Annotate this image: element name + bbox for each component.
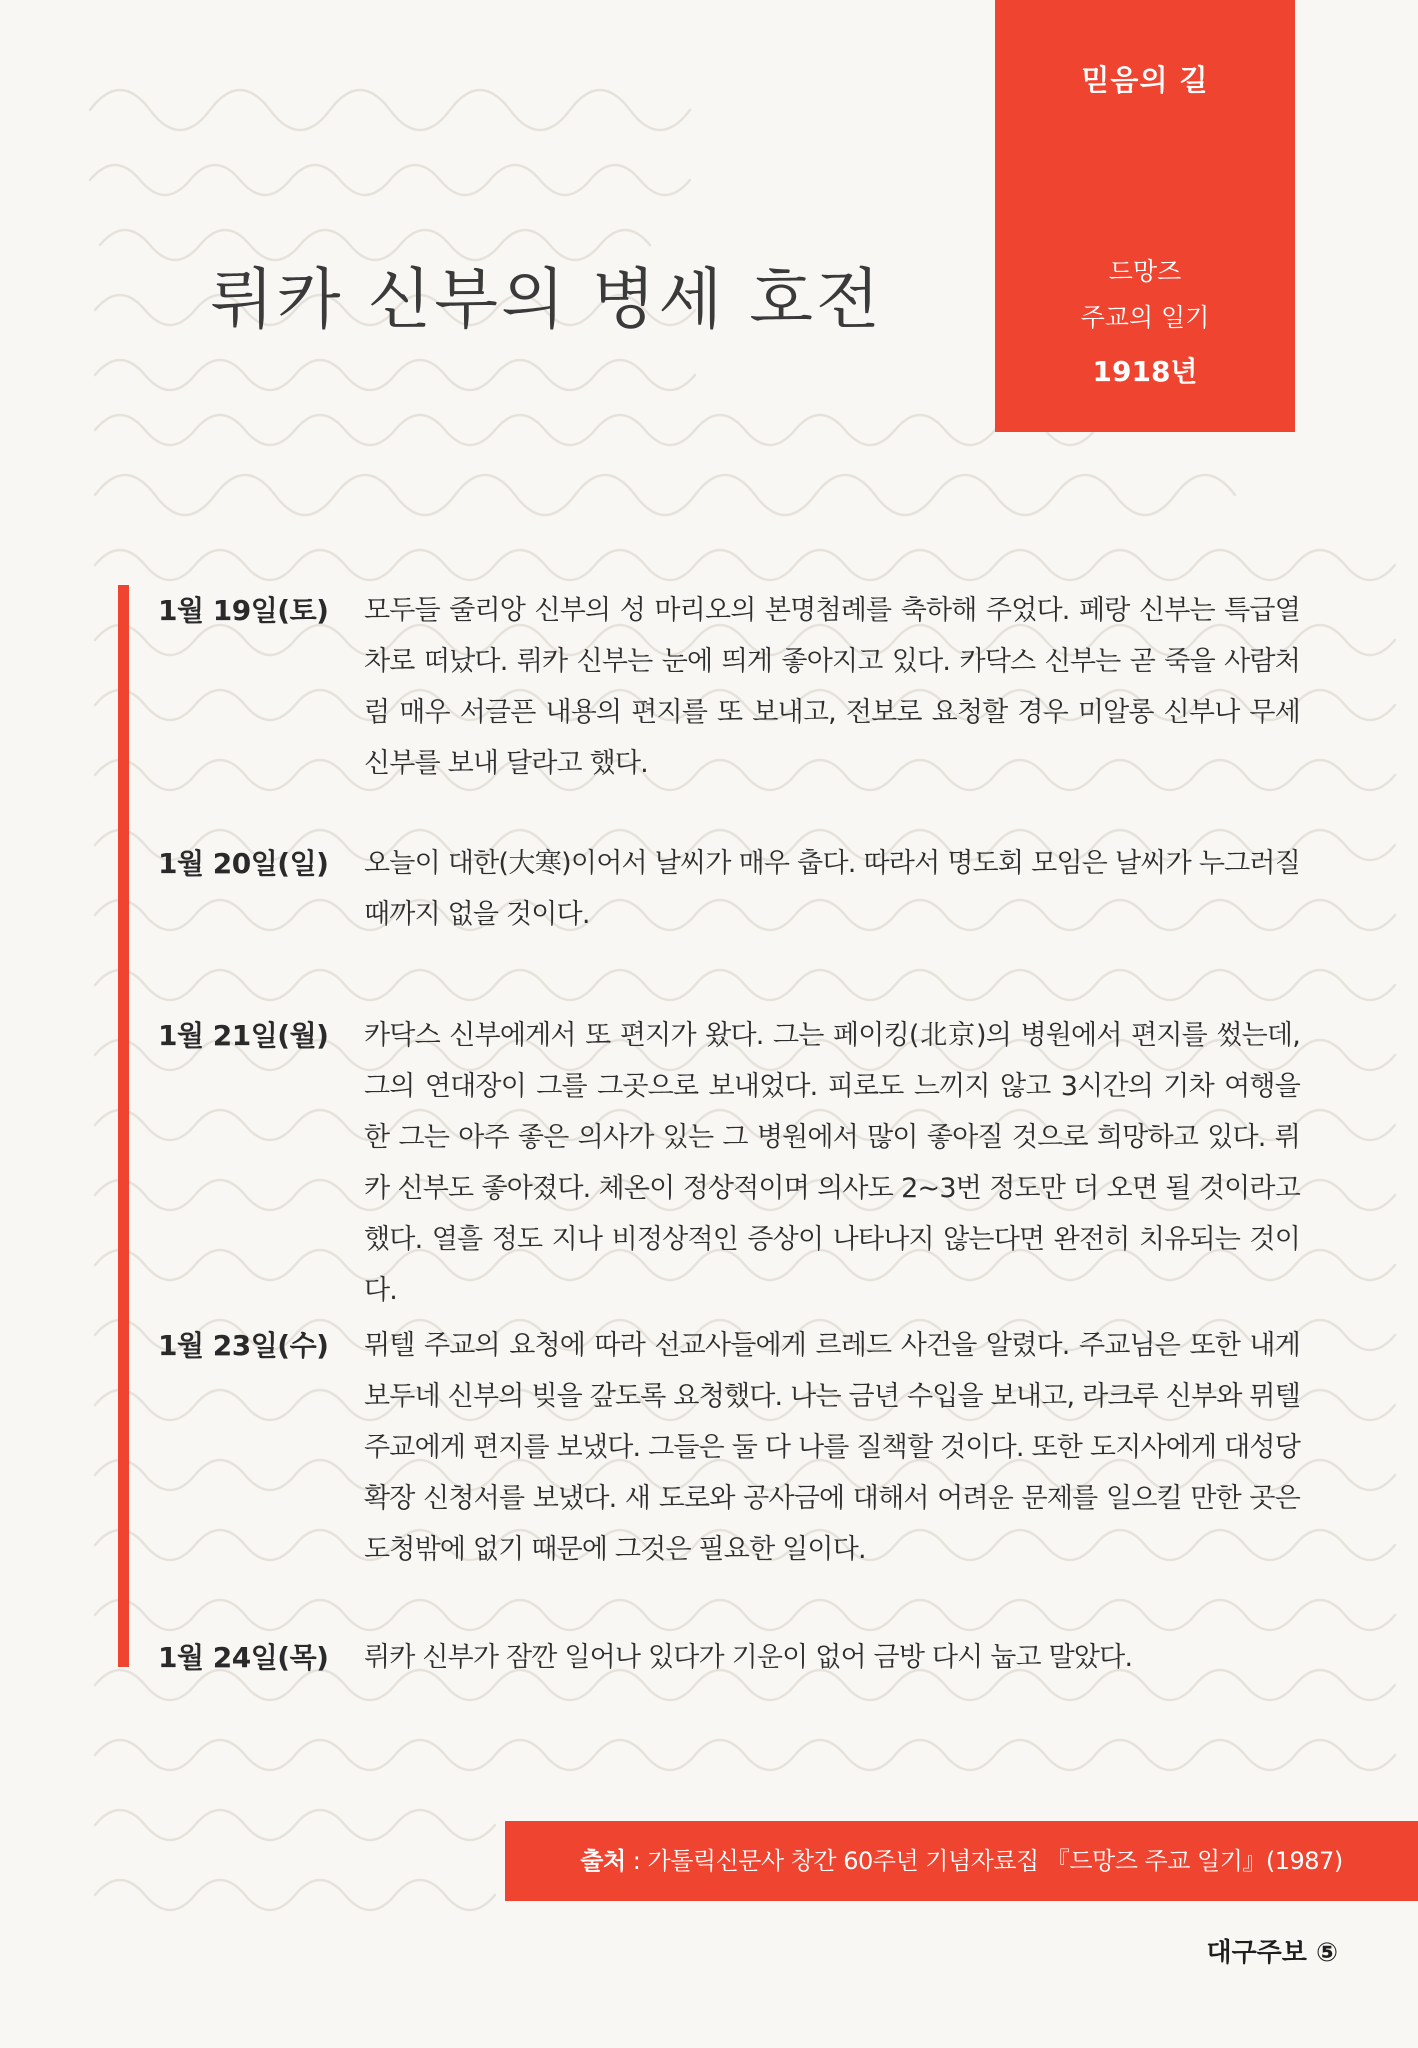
entry-date: 1월 19일(토) — [158, 594, 329, 627]
page-title: 뤼카 신부의 병세 호전 — [210, 261, 883, 338]
series-subtitle-line1: 드망즈 — [1108, 257, 1182, 286]
source-label: 출처 — [580, 1847, 626, 1875]
series-year: 1918년 — [1092, 355, 1198, 388]
section-label: 믿음의 길 — [1081, 63, 1209, 97]
entry-date: 1월 21일(월) — [158, 1019, 329, 1052]
entry-text: 오늘이 대한(大寒)이어서 날씨가 매우 춥다. 따라서 명도회 모임은 날씨가 누그러질 때까지 없을 것이다. — [364, 848, 1300, 930]
source-text: : 가톨릭신문사 창간 60주년 기념자료집 『드망즈 주교 일기』(1987) — [625, 1847, 1343, 1875]
entry-date: 1월 24일(목) — [158, 1641, 329, 1674]
series-header-box — [995, 0, 1295, 432]
source-citation-box — [505, 1821, 1418, 1901]
entry-date: 1월 23일(수) — [158, 1329, 329, 1362]
accent-bar — [118, 585, 129, 1667]
entry-text: 뤼카 신부가 잠깐 일어나 있다가 기운이 없어 금방 다시 눕고 말았다. — [364, 1642, 1133, 1673]
page-number: ⑤ — [1315, 1938, 1338, 1968]
series-subtitle-line2: 주교의 일기 — [1080, 303, 1210, 332]
entry-text: 카닥스 신부에게서 또 편지가 왔다. 그는 페이킹(北京)의 병원에서 편지를 썼는데, 그의 연대장이 그를 그곳으로 보내었다. 피로도 느끼지 않고 3시간의 기차 여행을 한 그는 아주 좋은 의사가 있는 그 병원에서 많이 좋아질 것으로 희망하고 있다. 뤼카 신부도 좋아졌다. 체온이 정상적이며 의사도 2~3번 정도만 더 오면 될 것이라고 했다. 열흘 정도 지나 비정상적인 증상이 나타나지 않는다면 완전히 치유되는 것이다. — [364, 1020, 1300, 1306]
publication-name: 대구주보 — [1206, 1938, 1307, 1968]
entry-text: 모두들 줄리앙 신부의 성 마리오의 본명첨례를 축하해 주었다. 페랑 신부는 특급열차로 떠났다. 뤼카 신부는 눈에 띄게 좋아지고 있다. 카닥스 신부는 곧 죽을 사람처럼 매우 서글픈 내용의 편지를 또 보내고, 전보로 요청할 경우 미알롱 신부나 무세 신부를 보내 달라고 했다. — [364, 595, 1300, 779]
source-citation — [505, 1821, 1418, 1901]
page-footer — [1206, 1932, 1338, 1969]
entry-text: 뮈텔 주교의 요청에 따라 선교사들에게 르레드 사건을 알렸다. 주교님은 또한 내게 보두네 신부의 빚을 갚도록 요청했다. 나는 금년 수입을 보내고, 라크루 신부와 뮈텔 주교에게 편지를 보냈다. 그들은 둘 다 나를 질책할 것이다. 또한 도지사에게 대성당 확장 신청서를 보냈다. 새 도로와 공사금에 대해서 어려운 문제를 일으킬 만한 곳은 도청밖에 없기 때문에 그것은 필요한 일이다. — [364, 1330, 1300, 1565]
entry-date: 1월 20일(일) — [158, 847, 329, 880]
